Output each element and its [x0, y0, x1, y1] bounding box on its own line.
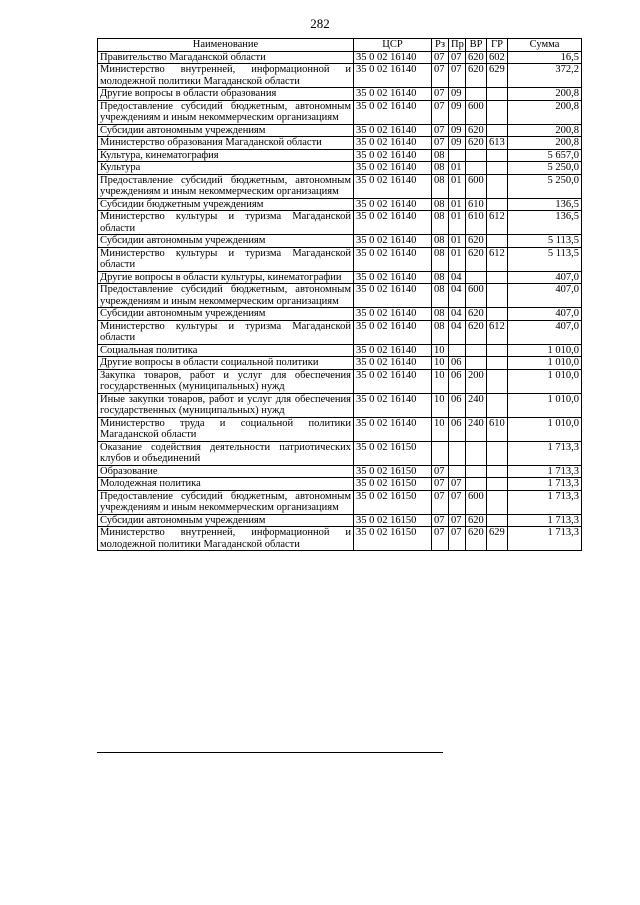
cell-name: Министерство культуры и туризма Магаданской области: [98, 247, 354, 271]
cell-rz: 08: [432, 284, 449, 308]
table-row: [98, 149, 582, 162]
cell-sum: 5 113,5: [508, 235, 582, 248]
cell-csr: 35 0 02 16140: [354, 51, 432, 64]
cell-sum: 1 010,0: [508, 357, 582, 370]
cell-csr: 35 0 02 16140: [354, 247, 432, 271]
cell-pr: 07: [449, 478, 466, 491]
cell-csr: 35 0 02 16150: [354, 478, 432, 491]
cell-rz: 07: [432, 100, 449, 124]
cell-pr: 06: [449, 357, 466, 370]
cell-pr: 07: [449, 527, 466, 551]
cell-pr: 09: [449, 137, 466, 150]
cell-vr: [466, 162, 487, 175]
cell-rz: 07: [432, 465, 449, 478]
cell-name: Предоставление субсидий бюджетным, автономным учреждениям и иным некоммерческим организациям: [98, 100, 354, 124]
cell-csr: 35 0 02 16140: [354, 369, 432, 393]
cell-vr: 610: [466, 211, 487, 235]
cell-rz: 08: [432, 198, 449, 211]
cell-vr: [466, 271, 487, 284]
cell-csr: 35 0 02 16140: [354, 198, 432, 211]
cell-name: Предоставление субсидий бюджетным, автономным учреждениям и иным некоммерческим организациям: [98, 174, 354, 198]
cell-name: Молодежная политика: [98, 478, 354, 491]
cell-csr: 35 0 02 16140: [354, 137, 432, 150]
cell-pr: 06: [449, 417, 466, 441]
cell-sum: 5 250,0: [508, 162, 582, 175]
cell-pr: 01: [449, 235, 466, 248]
cell-pr: 09: [449, 124, 466, 137]
cell-vr: [466, 149, 487, 162]
cell-rz: 08: [432, 174, 449, 198]
table-body: [98, 51, 582, 551]
cell-rz: [432, 441, 449, 465]
cell-csr: 35 0 02 16140: [354, 162, 432, 175]
cell-sum: 136,5: [508, 211, 582, 235]
cell-rz: 08: [432, 211, 449, 235]
table-row: [98, 162, 582, 175]
cell-rz: 10: [432, 357, 449, 370]
header-name: Наименование: [98, 39, 354, 52]
cell-vr: [466, 357, 487, 370]
cell-rz: 07: [432, 490, 449, 514]
table-row: [98, 320, 582, 344]
cell-gr: [487, 441, 508, 465]
cell-gr: [487, 198, 508, 211]
table-row: [98, 514, 582, 527]
cell-vr: [466, 88, 487, 101]
cell-pr: 07: [449, 514, 466, 527]
cell-csr: 35 0 02 16140: [354, 100, 432, 124]
cell-gr: 629: [487, 527, 508, 551]
cell-sum: 5 113,5: [508, 247, 582, 271]
table-row: [98, 271, 582, 284]
cell-csr: 35 0 02 16140: [354, 88, 432, 101]
cell-sum: 407,0: [508, 271, 582, 284]
cell-csr: 35 0 02 16140: [354, 284, 432, 308]
cell-pr: [449, 344, 466, 357]
cell-rz: 08: [432, 320, 449, 344]
table-row: [98, 88, 582, 101]
cell-gr: 612: [487, 320, 508, 344]
cell-rz: 07: [432, 51, 449, 64]
cell-rz: 10: [432, 393, 449, 417]
cell-name: Министерство образования Магаданской области: [98, 137, 354, 150]
cell-sum: 372,2: [508, 64, 582, 88]
cell-vr: [466, 344, 487, 357]
cell-csr: 35 0 02 16140: [354, 308, 432, 321]
header-csr: ЦСР: [354, 39, 432, 52]
cell-vr: 600: [466, 490, 487, 514]
cell-pr: [449, 149, 466, 162]
cell-name: Иные закупки товаров, работ и услуг для обеспечения государственных (муниципальных) нужд: [98, 393, 354, 417]
cell-sum: 407,0: [508, 308, 582, 321]
cell-pr: 09: [449, 100, 466, 124]
cell-pr: 06: [449, 393, 466, 417]
cell-csr: 35 0 02 16150: [354, 490, 432, 514]
table-row: [98, 198, 582, 211]
cell-name: Субсидии автономным учреждениям: [98, 124, 354, 137]
table-row: [98, 465, 582, 478]
cell-gr: 612: [487, 211, 508, 235]
cell-gr: 629: [487, 64, 508, 88]
cell-csr: 35 0 02 16140: [354, 235, 432, 248]
header-vr: ВР: [466, 39, 487, 52]
table-row: [98, 100, 582, 124]
cell-name: Министерство внутренней, информационной и молодежной политики Магаданской области: [98, 527, 354, 551]
cell-gr: [487, 149, 508, 162]
cell-sum: 1 713,3: [508, 465, 582, 478]
cell-name: Предоставление субсидий бюджетным, автономным учреждениям и иным некоммерческим организациям: [98, 490, 354, 514]
cell-vr: 240: [466, 417, 487, 441]
cell-vr: [466, 478, 487, 491]
cell-csr: 35 0 02 16150: [354, 527, 432, 551]
cell-name: Другие вопросы в области социальной политики: [98, 357, 354, 370]
cell-rz: 10: [432, 344, 449, 357]
cell-vr: 620: [466, 308, 487, 321]
cell-vr: 620: [466, 235, 487, 248]
cell-pr: 01: [449, 174, 466, 198]
cell-csr: 35 0 02 16150: [354, 465, 432, 478]
table-row: [98, 284, 582, 308]
header-sum: Сумма: [508, 39, 582, 52]
cell-sum: 16,5: [508, 51, 582, 64]
cell-rz: 08: [432, 271, 449, 284]
cell-rz: 07: [432, 137, 449, 150]
table-row: [98, 369, 582, 393]
cell-sum: 407,0: [508, 284, 582, 308]
cell-sum: 200,8: [508, 88, 582, 101]
cell-csr: 35 0 02 16140: [354, 149, 432, 162]
cell-pr: 04: [449, 271, 466, 284]
cell-csr: 35 0 02 16140: [354, 417, 432, 441]
cell-pr: 07: [449, 51, 466, 64]
cell-gr: 612: [487, 247, 508, 271]
table-row: [98, 490, 582, 514]
cell-name: Предоставление субсидий бюджетным, автономным учреждениям и иным некоммерческим организациям: [98, 284, 354, 308]
header-rz: Рз: [432, 39, 449, 52]
cell-vr: 610: [466, 198, 487, 211]
cell-gr: [487, 393, 508, 417]
cell-gr: 602: [487, 51, 508, 64]
cell-gr: [487, 514, 508, 527]
cell-pr: 04: [449, 320, 466, 344]
table-row: [98, 417, 582, 441]
cell-sum: 200,8: [508, 137, 582, 150]
cell-gr: [487, 308, 508, 321]
cell-pr: 09: [449, 88, 466, 101]
cell-name: Министерство культуры и туризма Магаданской области: [98, 320, 354, 344]
header-gr: ГР: [487, 39, 508, 52]
cell-vr: 620: [466, 51, 487, 64]
cell-csr: 35 0 02 16140: [354, 174, 432, 198]
cell-rz: 07: [432, 527, 449, 551]
cell-sum: 1 713,3: [508, 478, 582, 491]
cell-sum: 1 010,0: [508, 344, 582, 357]
cell-gr: [487, 357, 508, 370]
cell-sum: 1 010,0: [508, 369, 582, 393]
cell-pr: 06: [449, 369, 466, 393]
cell-csr: 35 0 02 16150: [354, 514, 432, 527]
cell-gr: 613: [487, 137, 508, 150]
cell-gr: [487, 174, 508, 198]
cell-csr: 35 0 02 16140: [354, 344, 432, 357]
cell-csr: 35 0 02 16150: [354, 441, 432, 465]
cell-name: Культура: [98, 162, 354, 175]
cell-rz: 08: [432, 235, 449, 248]
cell-pr: 01: [449, 211, 466, 235]
cell-rz: 10: [432, 369, 449, 393]
table-row: [98, 247, 582, 271]
cell-rz: 10: [432, 417, 449, 441]
cell-csr: 35 0 02 16140: [354, 357, 432, 370]
budget-table: [97, 38, 582, 551]
table-row: [98, 174, 582, 198]
table-row: [98, 211, 582, 235]
table-row: [98, 478, 582, 491]
cell-vr: 600: [466, 100, 487, 124]
cell-name: Министерство внутренней, информационной и молодежной политики Магаданской области: [98, 64, 354, 88]
cell-name: Министерство культуры и туризма Магаданской области: [98, 211, 354, 235]
cell-gr: 610: [487, 417, 508, 441]
cell-rz: 08: [432, 162, 449, 175]
cell-rz: 07: [432, 478, 449, 491]
cell-rz: 08: [432, 247, 449, 271]
cell-rz: 07: [432, 88, 449, 101]
table-row: [98, 441, 582, 465]
footnote-rule: [97, 752, 443, 753]
table-row: [98, 357, 582, 370]
cell-name: Культура, кинематография: [98, 149, 354, 162]
cell-sum: 136,5: [508, 198, 582, 211]
cell-pr: 01: [449, 198, 466, 211]
cell-sum: 200,8: [508, 100, 582, 124]
cell-pr: 01: [449, 162, 466, 175]
cell-rz: 07: [432, 514, 449, 527]
cell-gr: [487, 344, 508, 357]
table-row: [98, 235, 582, 248]
cell-name: Оказание содействия деятельности патриотических клубов и объединений: [98, 441, 354, 465]
cell-name: Министерство труда и социальной политики Магаданской области: [98, 417, 354, 441]
cell-csr: 35 0 02 16140: [354, 320, 432, 344]
cell-vr: 620: [466, 320, 487, 344]
cell-rz: 07: [432, 124, 449, 137]
cell-csr: 35 0 02 16140: [354, 124, 432, 137]
cell-csr: 35 0 02 16140: [354, 211, 432, 235]
cell-name: Правительство Магаданской области: [98, 51, 354, 64]
table-row: [98, 393, 582, 417]
cell-vr: 620: [466, 514, 487, 527]
cell-sum: 5 250,0: [508, 174, 582, 198]
cell-gr: [487, 88, 508, 101]
cell-gr: [487, 490, 508, 514]
table-row: [98, 64, 582, 88]
cell-sum: 5 657,0: [508, 149, 582, 162]
cell-name: Субсидии автономным учреждениям: [98, 514, 354, 527]
cell-pr: 07: [449, 490, 466, 514]
cell-vr: [466, 441, 487, 465]
cell-pr: [449, 441, 466, 465]
cell-sum: 1 010,0: [508, 417, 582, 441]
cell-gr: [487, 271, 508, 284]
cell-name: Субсидии автономным учреждениям: [98, 308, 354, 321]
table-row: [98, 344, 582, 357]
cell-vr: 620: [466, 527, 487, 551]
table-row: [98, 124, 582, 137]
cell-pr: 01: [449, 247, 466, 271]
cell-csr: 35 0 02 16140: [354, 64, 432, 88]
cell-gr: [487, 284, 508, 308]
cell-name: Субсидии автономным учреждениям: [98, 235, 354, 248]
cell-name: Социальная политика: [98, 344, 354, 357]
cell-pr: 04: [449, 308, 466, 321]
cell-vr: [466, 465, 487, 478]
header-pr: Пр: [449, 39, 466, 52]
cell-csr: 35 0 02 16140: [354, 393, 432, 417]
cell-vr: 200: [466, 369, 487, 393]
cell-rz: 08: [432, 308, 449, 321]
cell-vr: 240: [466, 393, 487, 417]
cell-pr: 04: [449, 284, 466, 308]
cell-sum: 1 713,3: [508, 527, 582, 551]
cell-vr: 620: [466, 247, 487, 271]
cell-pr: [449, 465, 466, 478]
cell-sum: 407,0: [508, 320, 582, 344]
cell-gr: [487, 124, 508, 137]
cell-vr: 600: [466, 174, 487, 198]
table-row: [98, 51, 582, 64]
cell-sum: 1 713,3: [508, 490, 582, 514]
cell-name: Другие вопросы в области культуры, кинематографии: [98, 271, 354, 284]
cell-rz: 07: [432, 64, 449, 88]
cell-csr: 35 0 02 16140: [354, 271, 432, 284]
cell-vr: 620: [466, 64, 487, 88]
cell-name: Субсидии бюджетным учреждениям: [98, 198, 354, 211]
cell-pr: 07: [449, 64, 466, 88]
cell-name: Закупка товаров, работ и услуг для обеспечения государственных (муниципальных) нужд: [98, 369, 354, 393]
cell-vr: 620: [466, 137, 487, 150]
cell-name: Другие вопросы в области образования: [98, 88, 354, 101]
cell-vr: 620: [466, 124, 487, 137]
cell-sum: 1 010,0: [508, 393, 582, 417]
table-row: [98, 308, 582, 321]
table-row: [98, 527, 582, 551]
cell-name: Образование: [98, 465, 354, 478]
cell-gr: [487, 478, 508, 491]
cell-gr: [487, 369, 508, 393]
cell-sum: 1 713,3: [508, 514, 582, 527]
cell-vr: 600: [466, 284, 487, 308]
header-row: [98, 39, 582, 52]
cell-gr: [487, 162, 508, 175]
cell-gr: [487, 235, 508, 248]
cell-gr: [487, 100, 508, 124]
table-row: [98, 137, 582, 150]
page-number: 282: [310, 16, 330, 31]
cell-rz: 08: [432, 149, 449, 162]
cell-gr: [487, 465, 508, 478]
cell-sum: 1 713,3: [508, 441, 582, 465]
cell-sum: 200,8: [508, 124, 582, 137]
